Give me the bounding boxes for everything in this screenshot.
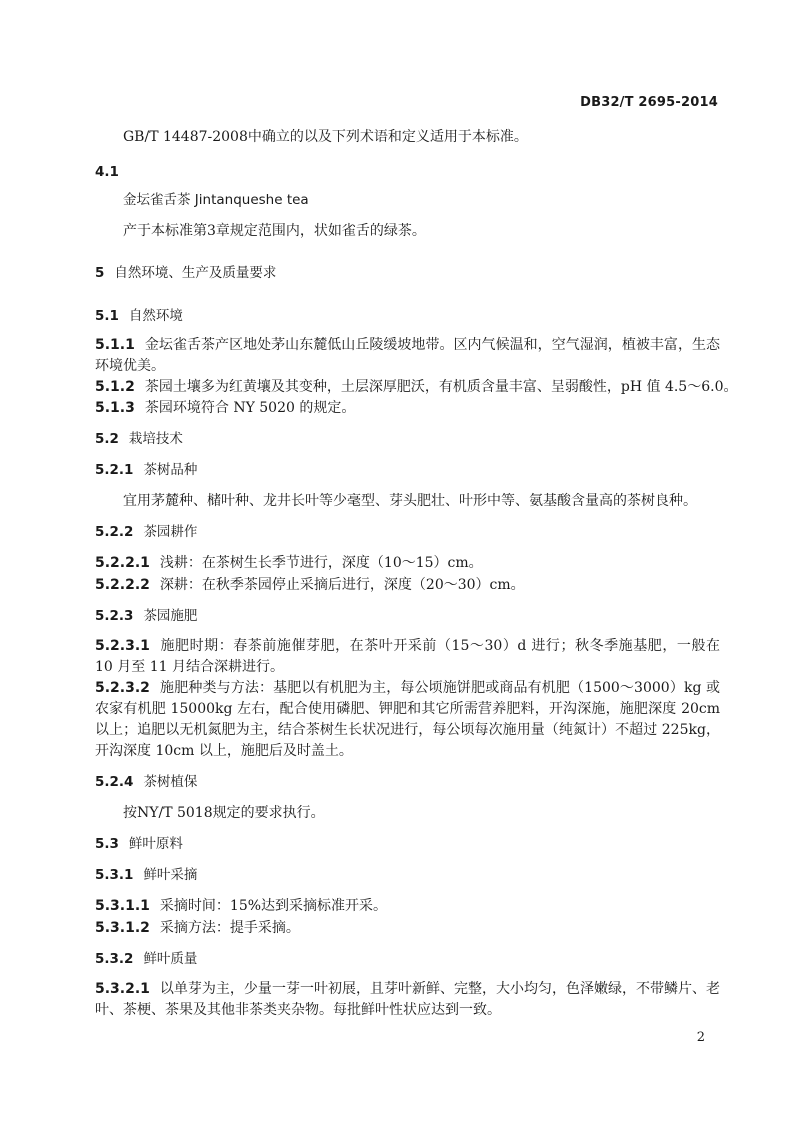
clause-paragraph: 5.3.1.1 采摘时间：15%达到采摘标准开采。 (95, 898, 388, 914)
subsection-heading: 5.3.2 鲜叶质量 (95, 951, 198, 967)
term-title: 金坛雀舌茶 Jintanqueshe tea (123, 192, 309, 208)
standard-code: DB32/T 2695-2014 (580, 95, 718, 110)
clause-paragraph: 5.2.3.2 施肥种类与方法：基肥以有机肥为主，每公顷施饼肥或商品有机肥（1500～3000）kg 或农家有机肥 15000kg 左右，配合使用磷肥、钾肥和其它所需营养肥料，开沟深施，施肥深度 20cm 以上；追肥以无机氮肥为主，结合茶树生长状况进行，每公顷每次施用量（纯氮计）不超过 225kg，开沟深度 10cm 以上，施肥后及时盖土。 (95, 680, 720, 759)
section-heading: 5 自然环境、生产及质量要求 (95, 265, 277, 281)
clause-paragraph: 5.2.3.1 施肥时期：春茶前施催芽肥，在茶叶开采前（15～30）d 进行；秋冬季施基肥，一般在 10 月至 11 月结合深耕进行。 (95, 638, 720, 675)
section-heading: 5.2 栽培技术 (95, 431, 183, 447)
body-text: GB/T 14487-2008中确立的以及下列术语和定义适用于本标准。 (123, 129, 528, 145)
clause-paragraph: 5.1.3 茶园环境符合 NY 5020 的规定。 (95, 400, 356, 416)
body-text: 宜用茅麓种、槠叶种、龙井长叶等少毫型、芽头肥壮、叶形中等、氨基酸含量高的茶树良种。 (123, 493, 697, 509)
subsection-heading: 5.2.1 茶树品种 (95, 462, 198, 478)
page-number: 2 (696, 1030, 705, 1045)
subsection-heading: 5.2.3 茶园施肥 (95, 608, 198, 624)
subsection-heading: 5.3.1 鲜叶采摘 (95, 867, 198, 883)
subsection-heading: 5.2.2 茶园耕作 (95, 524, 198, 540)
clause-number: 4.1 (95, 164, 119, 180)
section-heading: 5.1 自然环境 (95, 308, 183, 324)
clause-paragraph: 5.3.2.1 以单芽为主，少量一芽一叶初展，且芽叶新鲜、完整，大小均匀，色泽嫩绿，不带鳞片、老叶、茶梗、茶果及其他非茶类夹杂物。每批鲜叶性状应达到一致。 (95, 981, 720, 1018)
clause-paragraph: 5.2.2.2 深耕：在秋季茶园停止采摘后进行，深度（20～30）cm。 (95, 577, 525, 593)
clause-paragraph: 5.3.1.2 采摘方法：提手采摘。 (95, 920, 300, 936)
section-heading: 5.3 鲜叶原料 (95, 836, 183, 852)
clause-paragraph: 5.1.2 茶园土壤多为红黄壤及其变种，土层深厚肥沃，有机质含量丰富、呈弱酸性，pH 值 4.5～6.0。 (95, 379, 738, 395)
body-text: 按NY/T 5018规定的要求执行。 (123, 805, 325, 821)
clause-paragraph: 5.1.1 金坛雀舌茶产区地处茅山东麓低山丘陵缓坡地带。区内气候温和，空气湿润，植被丰富，生态环境优美。 (95, 337, 720, 374)
clause-paragraph: 5.2.2.1 浅耕：在茶树生长季节进行，深度（10～15）cm。 (95, 555, 483, 571)
term-definition: 产于本标准第3章规定范围内，状如雀舌的绿茶。 (123, 223, 426, 239)
subsection-heading: 5.2.4 茶树植保 (95, 774, 198, 790)
